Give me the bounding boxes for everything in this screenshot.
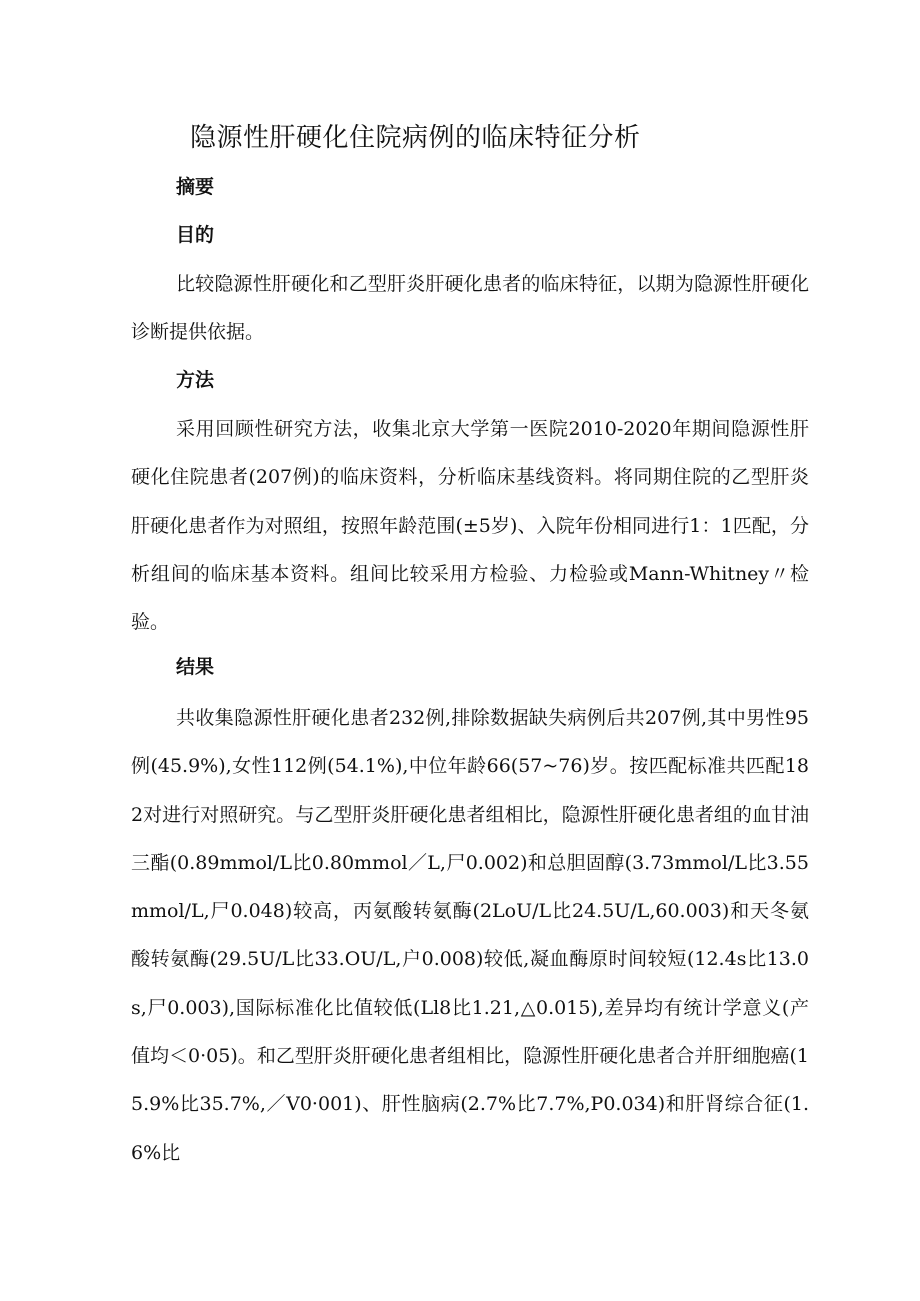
document-title: 隐源性肝硬化住院病例的临床特征分析	[190, 123, 641, 153]
abstract-heading: 摘要	[176, 176, 215, 198]
section-text-objective: 比较隐源性肝硬化和乙型肝炎肝硬化患者的临床特征，以期为隐源性肝硬化诊断提供依据。	[131, 273, 809, 344]
section-text-results: 共收集隐源性肝硬化患者232例,排除数据缺失病例后共207例,其中男性95例(45.9%),女性112例(54.1%),中位年龄66(57~76)岁。按匹配标准共匹配182对进行对照研究。与乙型肝炎肝硬化患者组相比，隐源性肝硬化患者组的血甘油三酯(0.89mmol/L比0.80mmol／L,尸0.002)和总胆固醇(3.73mmol/L比3.55mmol/L,尸0.048)较高，丙氨酸转氨酶(2LoU/L比24.5U/L,60.003)和天冬氨酸转氨酶(29.5U/L比33.OU/L,户0.008)较低,凝血酶原时间较短(12.4s比13.0s,尸0.003),国际标准化比值较低(Ll8比1.21,△0.015),差异均有统计学意义(产值均＜0·05)。和乙型肝炎肝硬化患者组相比，隐源性肝硬化患者合并肝细胞癌(15.9%比35.7%,／V0·001)、肝性脑病(2.7%比7.7%,P0.034)和肝肾综合征(1.6%比	[131, 707, 809, 1164]
section-text-methods: 采用回顾性研究方法，收集北京大学第一医院2010-2020年期间隐源性肝硬化住院患者(207例)的临床资料，分析临床基线资料。将同期住院的乙型肝炎肝硬化患者作为对照组，按照年龄范围(±5岁)、入院年份相同进行1：1匹配，分析组间的临床基本资料。组间比较采用方检验、力检验或Mann-Whitney〃检验。	[131, 418, 809, 634]
section-heading-methods: 方法	[176, 369, 215, 391]
section-heading-objective: 目的	[176, 224, 215, 246]
section-heading-results: 结果	[176, 656, 215, 678]
